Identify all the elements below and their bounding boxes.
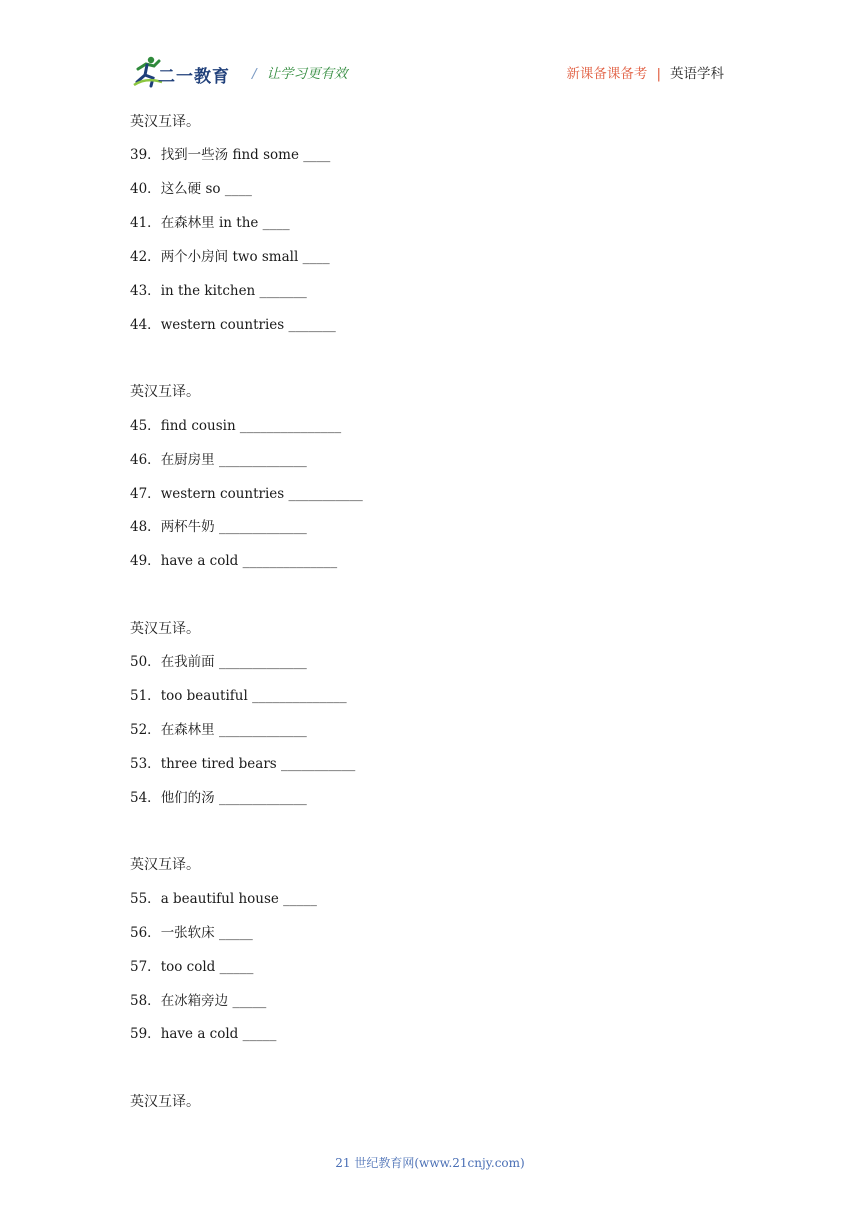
question-number: 59． bbox=[130, 1026, 161, 1042]
question-item bbox=[130, 518, 307, 536]
question-number: 44． bbox=[130, 317, 161, 333]
question-item bbox=[130, 755, 355, 773]
section-title: 英汉互译。 bbox=[130, 857, 200, 873]
slogan-text: 让学习更有效 bbox=[266, 66, 348, 82]
question-item bbox=[130, 992, 266, 1010]
logo-text: 二一教育 bbox=[158, 67, 230, 87]
question-text: a beautiful house _____ bbox=[160, 891, 317, 907]
question-text: 找到一些汤 find some ____ bbox=[160, 147, 331, 163]
question-item bbox=[130, 924, 253, 942]
question-item bbox=[130, 653, 307, 671]
header-separator: | bbox=[656, 66, 661, 82]
question-text: too beautiful ______________ bbox=[160, 688, 347, 704]
question-text: 在森林里 in the ____ bbox=[160, 215, 290, 231]
question-item bbox=[130, 451, 307, 469]
question-number: 47． bbox=[130, 486, 161, 502]
logo bbox=[132, 55, 242, 89]
question-number: 51． bbox=[130, 688, 161, 704]
section-title: 英汉互译。 bbox=[130, 621, 200, 637]
question-item bbox=[130, 721, 307, 739]
question-number: 40． bbox=[130, 181, 161, 197]
question-number: 42． bbox=[130, 249, 161, 265]
question-item bbox=[130, 890, 317, 908]
question-number: 58． bbox=[130, 993, 161, 1009]
question-item bbox=[130, 180, 252, 198]
question-text: 一张软床 _____ bbox=[160, 925, 253, 941]
question-text: 两杯牛奶 _____________ bbox=[160, 519, 307, 535]
question-number: 39． bbox=[130, 147, 161, 163]
question-item bbox=[130, 958, 253, 976]
question-text: western countries ___________ bbox=[160, 486, 363, 502]
question-text: 这么硬 so ____ bbox=[160, 181, 252, 197]
question-number: 45． bbox=[130, 418, 161, 434]
slogan bbox=[252, 62, 348, 82]
question-text: 在森林里 _____________ bbox=[160, 722, 307, 738]
question-number: 52． bbox=[130, 722, 161, 738]
question-item bbox=[130, 316, 336, 334]
question-text: 他们的汤 _____________ bbox=[160, 790, 307, 806]
question-text: have a cold _____ bbox=[160, 1026, 277, 1042]
question-number: 55． bbox=[130, 891, 161, 907]
question-item bbox=[130, 789, 307, 807]
question-text: three tired bears ___________ bbox=[160, 756, 356, 772]
question-item bbox=[130, 214, 290, 232]
question-number: 56． bbox=[130, 925, 161, 941]
question-text: 两个小房间 two small ____ bbox=[160, 249, 330, 265]
question-item bbox=[130, 485, 363, 503]
question-number: 53． bbox=[130, 756, 161, 772]
question-text: have a cold ______________ bbox=[160, 553, 338, 569]
question-number: 46． bbox=[130, 452, 161, 468]
page-footer: 21 世纪教育网(www.21cnjy.com) bbox=[335, 1156, 525, 1170]
question-item bbox=[130, 552, 337, 570]
question-text: 在我前面 _____________ bbox=[160, 654, 307, 670]
question-item bbox=[130, 687, 347, 705]
question-item bbox=[130, 146, 330, 164]
question-text: 在厨房里 _____________ bbox=[160, 452, 307, 468]
slash-divider: / bbox=[252, 66, 257, 82]
question-text: find cousin _______________ bbox=[160, 418, 342, 434]
subject-name: 英语学科 bbox=[670, 66, 724, 82]
section-title: 英汉互译。 bbox=[130, 1094, 200, 1110]
question-number: 41． bbox=[130, 215, 161, 231]
question-item bbox=[130, 417, 341, 435]
question-text: 在冰箱旁边 _____ bbox=[160, 993, 267, 1009]
question-text: western countries _______ bbox=[160, 317, 336, 333]
question-number: 50． bbox=[130, 654, 161, 670]
prep-label: 新课备课备考 bbox=[566, 66, 648, 82]
question-number: 43． bbox=[130, 283, 161, 299]
question-text: too cold _____ bbox=[160, 959, 254, 975]
question-number: 48． bbox=[130, 519, 161, 535]
question-number: 54． bbox=[130, 790, 161, 806]
page-header bbox=[0, 0, 860, 100]
question-item bbox=[130, 282, 307, 300]
question-item bbox=[130, 1025, 276, 1043]
section-title: 英汉互译。 bbox=[130, 384, 200, 400]
question-number: 57． bbox=[130, 959, 161, 975]
subject-label bbox=[566, 62, 724, 82]
question-text: in the kitchen _______ bbox=[160, 283, 307, 299]
question-item bbox=[130, 248, 330, 266]
section-title: 英汉互译。 bbox=[130, 114, 200, 130]
question-number: 49． bbox=[130, 553, 161, 569]
